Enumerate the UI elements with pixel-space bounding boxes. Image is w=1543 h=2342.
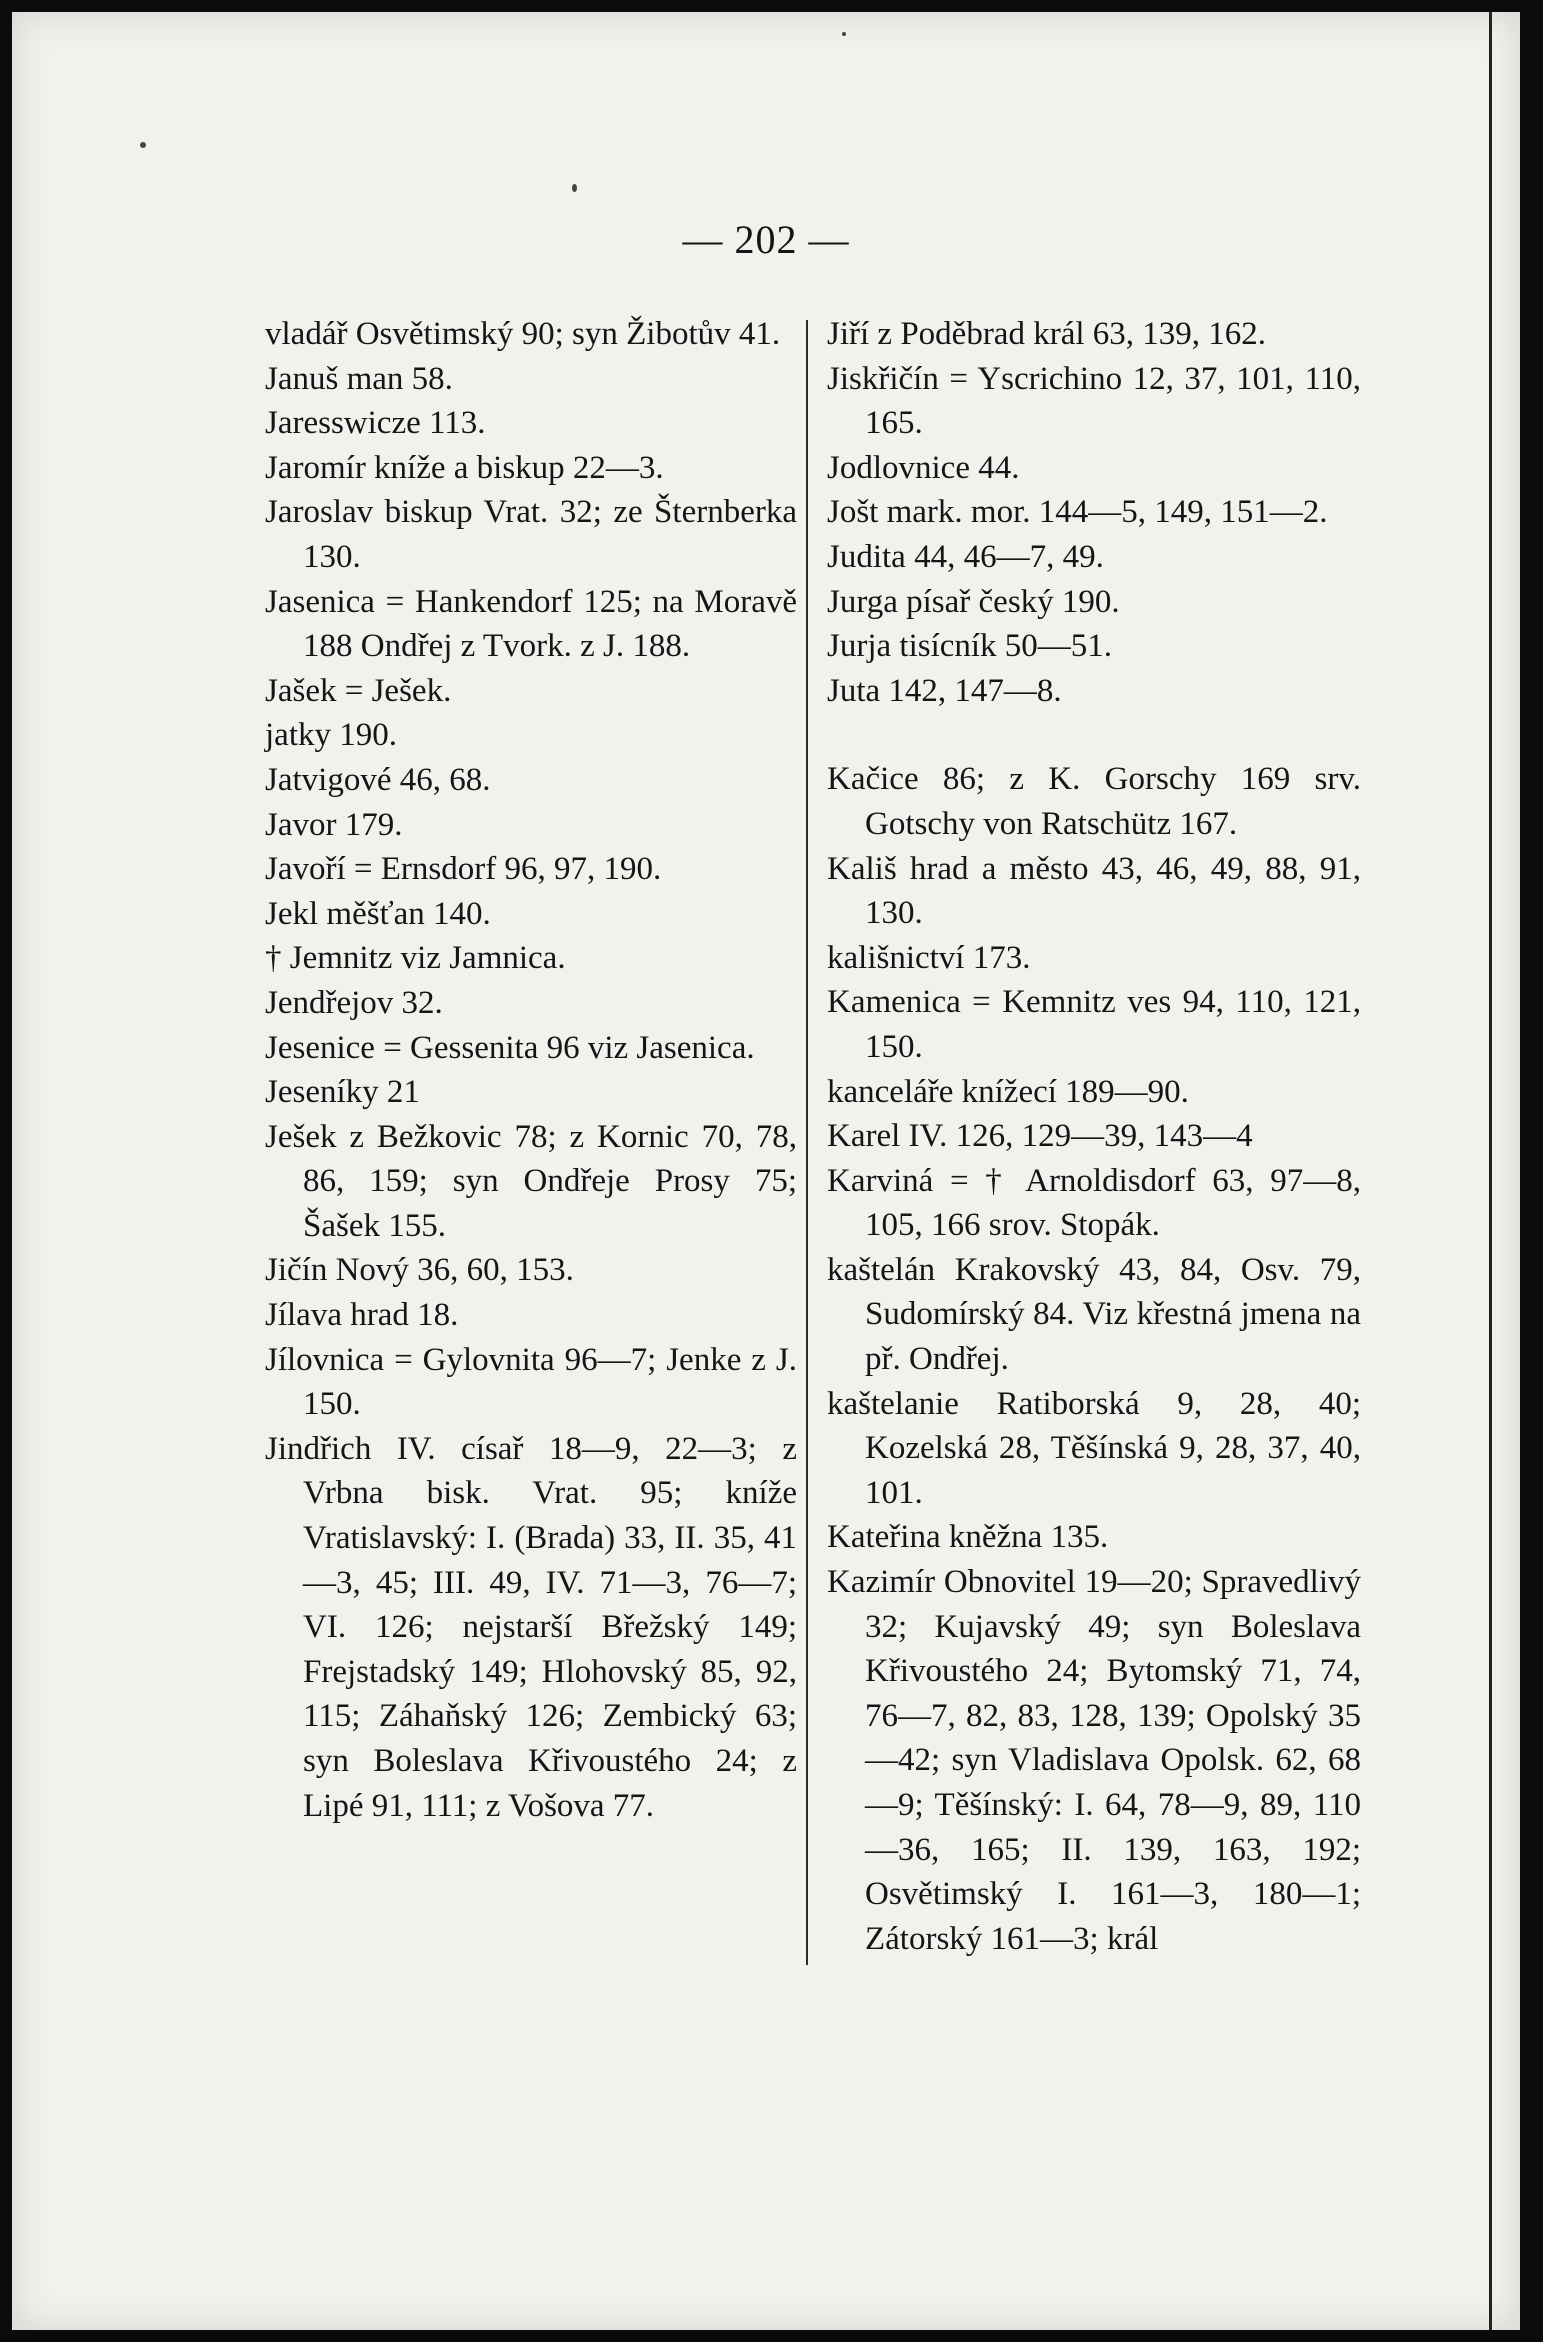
index-entry: Jasenica = Hankendorf 125; na Moravě 188 Ondřej z Tvork. z J. 188. — [265, 583, 797, 665]
page-number: — 202 — — [682, 217, 850, 262]
index-entry: jatky 190. — [265, 717, 397, 754]
print-speck — [572, 184, 577, 192]
index-entry: Jašek = Ješek. — [265, 672, 452, 709]
index-entry: vladář Osvětimský 90; syn Žibotův 41. — [265, 316, 781, 352]
index-entry: kanceláře knížecí 189—90. — [827, 1073, 1189, 1110]
index-entry: Karel IV. 126, 129—39, 143—4 — [827, 1118, 1253, 1155]
index-entry: Kazimír Obnovitel 19—20; Spravedlivý 32; Kujavský 49; syn Boleslava Křivoustého 24; Bytomský 71, 74, 76—7, 82, 83, 128, 139; Opolský 35—42; syn Vladislava Opolsk. 62, 68—9; Těšínský: I. 64, 78—9, 89, 110—36, 165; II. 139, 163, 192; Osvětimský I. 161—3, 180—1; Zátorský 161—3; král — [827, 1564, 1361, 1957]
index-entry: Jílava hrad 18. — [265, 1297, 459, 1334]
index-entry: Jurja tisícník 50—51. — [827, 628, 1113, 665]
index-entry: Kališ hrad a město 43, 46, 49, 88, 91, 130. — [827, 850, 1361, 932]
index-entry: Juta 142, 147—8. — [827, 672, 1062, 709]
index-entry: Jendřejov 32. — [265, 984, 443, 1021]
index-entry: Januš man 58. — [265, 360, 453, 397]
index-entry: † Jemnitz viz Jamnica. — [265, 940, 566, 977]
print-speck — [842, 32, 846, 36]
index-entry: Jiskřičín = Yscrichino 12, 37, 101, 110, 165. — [827, 360, 1361, 442]
index-entry: Karviná = † Arnoldisdorf 63, 97—8, 105, 166 srov. Stopák. — [827, 1162, 1361, 1244]
index-entry: Kateřina kněžna 135. — [827, 1519, 1109, 1556]
index-entry: Jaromír kníže a biskup 22—3. — [265, 449, 664, 486]
index-entry: Kačice 86; z K. Gorschy 169 srv. Gotschy von Ratschütz 167. — [827, 761, 1361, 842]
index-entry: Jaresswicze 113. — [265, 405, 486, 442]
index-column-right — [827, 312, 1361, 1961]
column-divider — [806, 320, 808, 1965]
index-entry: Jekl měšťan 140. — [265, 895, 491, 932]
index-entry: Jeseníky 21 — [265, 1074, 420, 1111]
index-entry: kaštelán Krakovský 43, 84, Osv. 79, Sudomírský 84. Viz křestná jmena na př. Ondřej. — [827, 1251, 1361, 1378]
index-entry: Jurga písař český 190. — [827, 583, 1120, 620]
index-entry: Ješek z Bežkovic 78; z Kornic 70, 78, 86, 159; syn Ondřeje Prosy 75; Šašek 155. — [265, 1118, 797, 1244]
print-speck — [140, 142, 146, 148]
index-entry: Jodlovnice 44. — [827, 449, 1020, 486]
index-entry: Jindřich IV. císař 18—9, 22—3; z Vrbna bisk. Vrat. 95; kníže Vratislavský: I. (Brada) 33, II. 35, 41—3, 45; III. 49, IV. 71—3, 76—7; VI. 126; nejstarší Břežský 149; Frejstadský 149; Hlohovský 85, 92, 115; Záhaňský 126; Zembický 63; syn Boleslava Křivoustého 24; z Lipé 91, 111; z Vošova 77. — [265, 1430, 797, 1824]
index-entry: Jaroslav biskup Vrat. 32; ze Šternberka 130. — [265, 494, 797, 575]
index-column-left — [265, 312, 797, 1828]
index-entry: Judita 44, 46—7, 49. — [827, 538, 1104, 575]
book-page — [12, 12, 1520, 2330]
index-entry: kaštelanie Ratiborská 9, 28, 40; Kozelská 28, Těšínská 9, 28, 37, 40, 101. — [827, 1385, 1361, 1511]
index-entry: Jiří z Poděbrad král 63, 139, 162. — [827, 316, 1267, 352]
section-gap — [827, 713, 1361, 757]
index-entry: Jílovnica = Gylovnita 96—7; Jenke z J. 150. — [265, 1341, 797, 1423]
index-entry: Kamenica = Kemnitz ves 94, 110, 121, 150. — [827, 984, 1361, 1065]
index-entry: Jatvigové 46, 68. — [265, 761, 491, 798]
index-entry: Javor 179. — [265, 806, 403, 843]
page-edge-line — [1489, 12, 1492, 2330]
index-entry: Jošt mark. mor. 144—5, 149, 151—2. — [827, 494, 1328, 531]
index-entry: Jesenice = Gessenita 96 viz Jasenica. — [265, 1029, 755, 1066]
index-entry: Jičín Nový 36, 60, 153. — [265, 1252, 574, 1289]
index-entry: Javoří = Ernsdorf 96, 97, 190. — [265, 851, 662, 888]
index-entry: kališnictví 173. — [827, 939, 1031, 976]
